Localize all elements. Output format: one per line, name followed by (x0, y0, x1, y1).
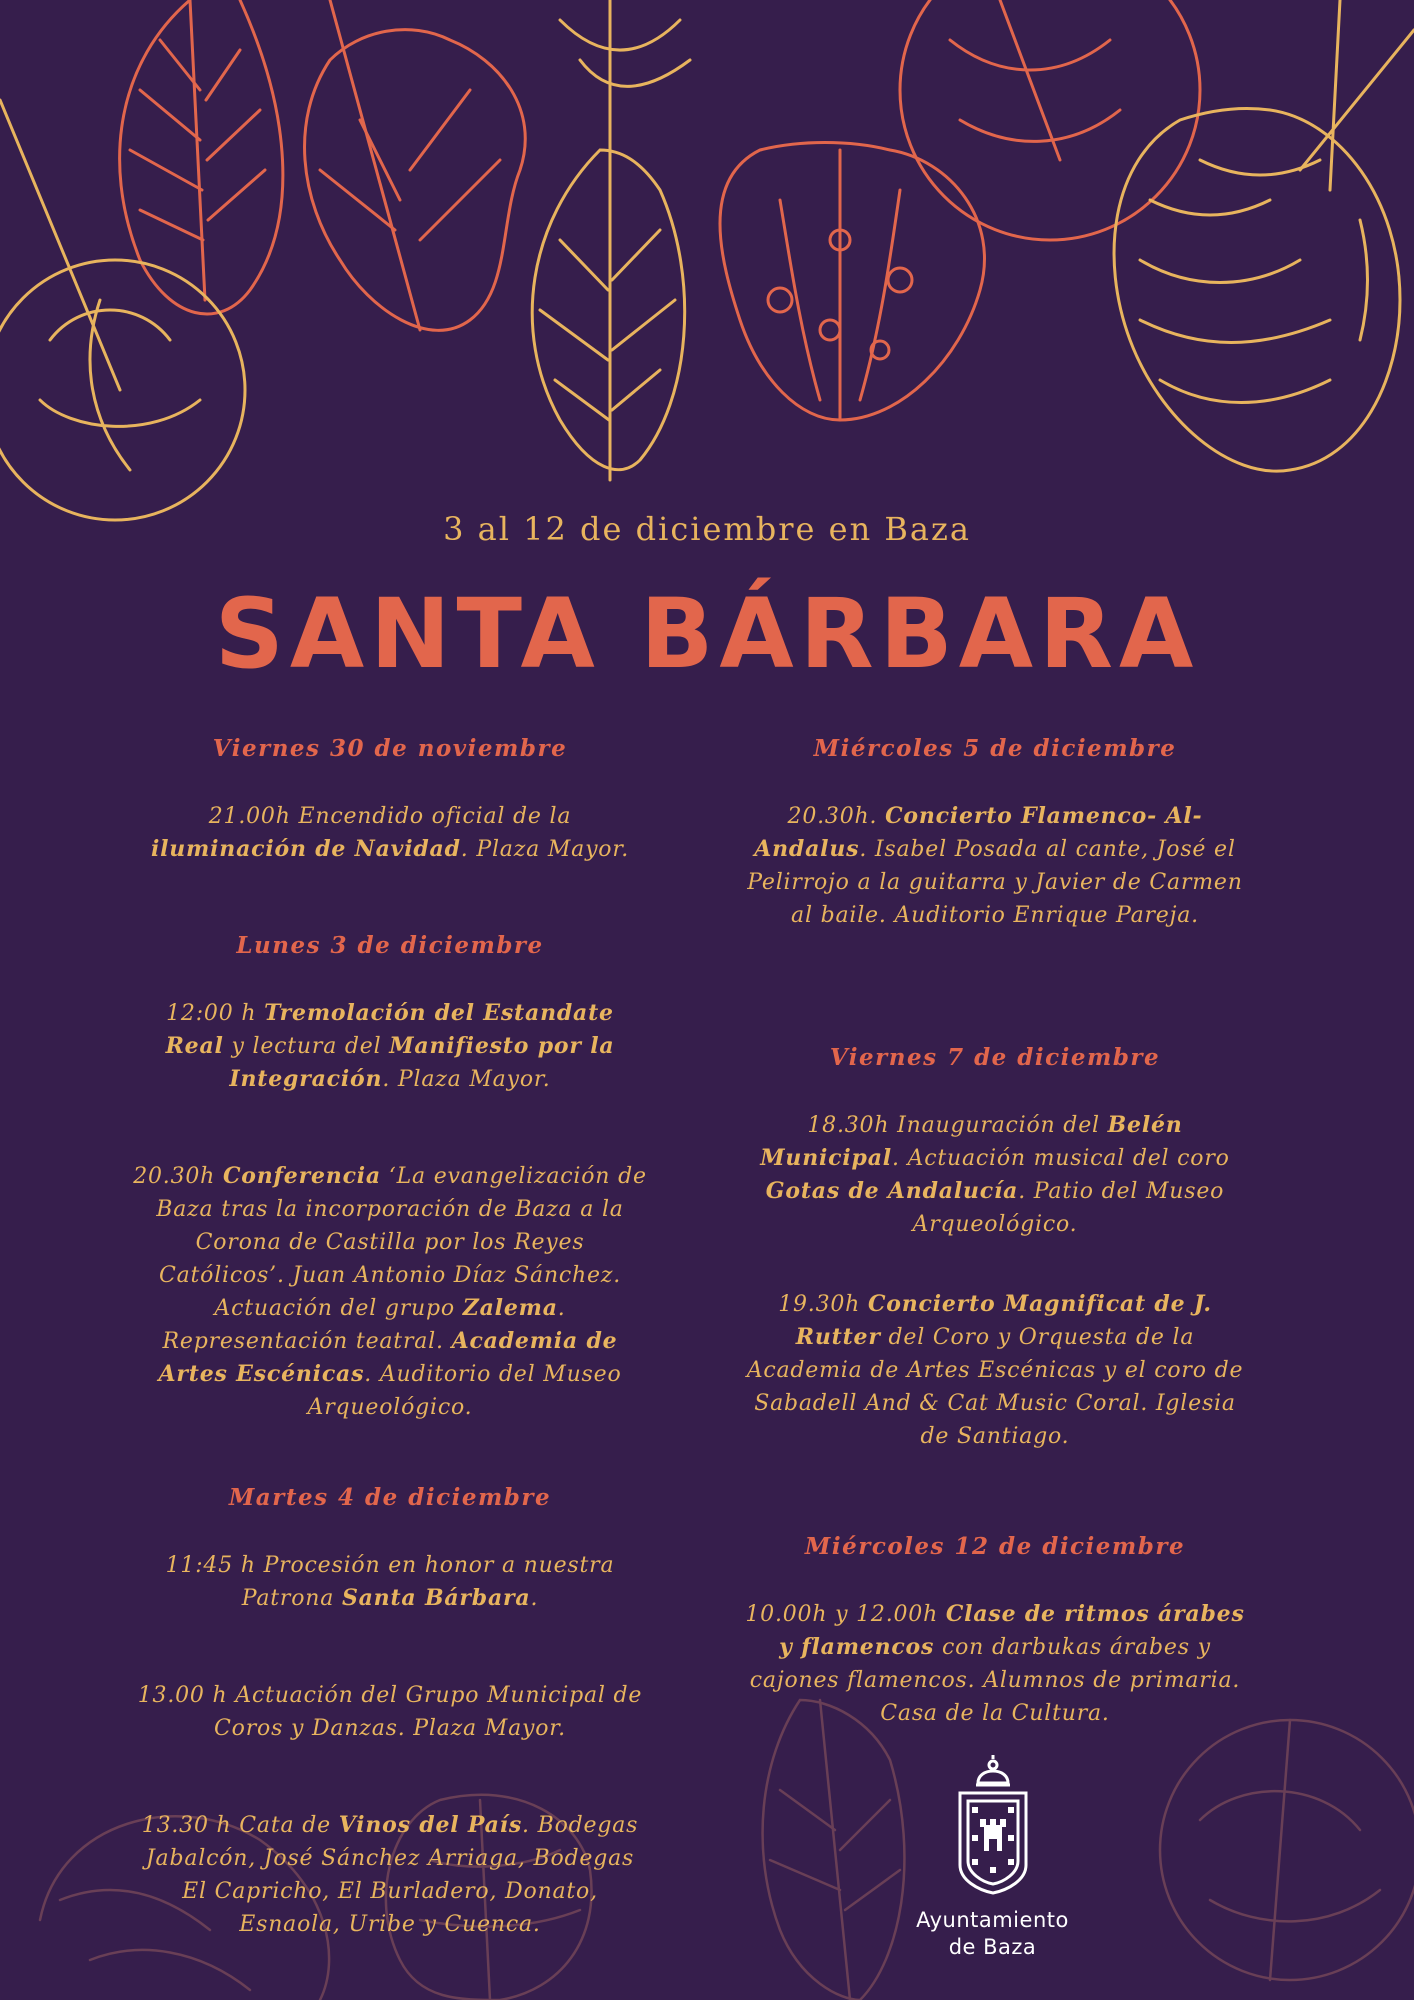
event-text-highlight: Vinos del País (338, 1812, 523, 1838)
event-text-highlight: Belén (1107, 1112, 1183, 1138)
day-date-heading: Lunes 3 de diciembre (236, 932, 544, 959)
event-text-highlight: Integración (229, 1066, 383, 1092)
event-text: 21.00h Encendido oficial de la (208, 804, 572, 829)
event-text-highlight: Municipal (760, 1145, 892, 1171)
event-text: Esnaola, Uribe y Cuenca. (239, 1912, 541, 1937)
event-text: 19.30h (778, 1292, 868, 1317)
event-text: con darbukas árabes y (934, 1635, 1211, 1660)
leaf-illustration-top-left (120, 0, 283, 314)
pinecone-illustration (1114, 0, 1414, 471)
event-text-highlight: Concierto Magnificat de J. (867, 1291, 1212, 1317)
event-text: Casa de la Cultura. (880, 1701, 1110, 1726)
event-text: Sabadell And & Cat Music Coral. Iglesia (754, 1391, 1236, 1416)
event-text: Patrona (241, 1586, 342, 1611)
day-date-heading: Viernes 30 de noviembre (212, 735, 568, 762)
logo-text-line2: de Baza (948, 1935, 1037, 1959)
event-description (95, 1679, 685, 1745)
event-text-highlight: Clase de ritmos árabes (945, 1601, 1245, 1627)
event-text: Representación teatral. (162, 1329, 452, 1354)
event-description (95, 1160, 685, 1424)
event-text: 11:45 h Procesión en honor a nuestra (165, 1553, 615, 1578)
event-text-highlight: Artes Escénicas (158, 1361, 365, 1387)
day-date-heading: Miércoles 5 de diciembre (813, 735, 1177, 762)
schedule-day (95, 735, 685, 866)
schedule-day (95, 932, 685, 1424)
page-title: SANTA BÁRBARA (214, 578, 1200, 690)
leaf-illustration-oak (305, 0, 526, 330)
event-text-highlight: Manifiesto por la (389, 1033, 615, 1059)
event-description (700, 1288, 1290, 1453)
event-text: Corona de Castilla por los Reyes (195, 1230, 585, 1255)
event-text: . Patio del Museo (1018, 1179, 1225, 1204)
event-text: Academia de Artes Escénicas y el coro de (746, 1358, 1244, 1383)
day-date-heading: Viernes 7 de diciembre (829, 1044, 1161, 1071)
event-text-highlight: Gotas de Andalucía (765, 1178, 1019, 1204)
event-text: Católicos’. Juan Antonio Díaz Sánchez. (158, 1263, 622, 1288)
event-text: . Bodegas (522, 1813, 639, 1838)
event-text-highlight: Conferencia (222, 1163, 381, 1189)
event-description (700, 800, 1290, 932)
event-text-highlight: Andalus (754, 836, 860, 862)
coat-of-arms-icon (948, 1755, 1038, 1895)
event-text: Coros y Danzas. Plaza Mayor. (214, 1716, 566, 1741)
logo-text-line1: Ayuntamiento (916, 1908, 1069, 1932)
event-description (95, 997, 685, 1096)
schedule-day (95, 1484, 685, 1941)
event-text: Actuación del grupo (214, 1296, 463, 1321)
event-text-highlight: y flamencos (779, 1634, 935, 1660)
event-description (95, 1809, 685, 1941)
event-text: . Plaza Mayor. (382, 1067, 551, 1092)
event-text-highlight: iluminación de Navidad (150, 836, 461, 862)
event-text: Arqueológico. (307, 1395, 473, 1420)
event-text: Jabalcón, José Sánchez Arriaga, Bodegas (145, 1846, 635, 1871)
event-text-highlight: Zalema (462, 1295, 558, 1321)
event-description (95, 800, 685, 866)
event-text: Baza tras la incorporación de Baza a la (156, 1197, 624, 1222)
event-text: 12:00 h (166, 1001, 265, 1026)
event-description (95, 1549, 685, 1615)
event-text: y lectura del (223, 1034, 390, 1059)
fruit-illustration-left (0, 100, 245, 520)
event-text: al baile. Auditorio Enrique Pareja. (791, 903, 1199, 928)
event-text: 18.30h Inauguración del (807, 1113, 1108, 1138)
schedule-column-right (700, 735, 1290, 1730)
city-council-logo (905, 1755, 1080, 1960)
event-text: de Santiago. (920, 1424, 1070, 1449)
event-text: ‘La evangelización de (380, 1164, 647, 1189)
event-text: . (530, 1586, 539, 1611)
event-text: 13.30 h Cata de (141, 1813, 339, 1838)
event-dates-subtitle: 3 al 12 de diciembre en Baza (443, 510, 971, 548)
event-text: . Isabel Posada al cante, José el (859, 837, 1236, 862)
event-text: . (557, 1296, 566, 1321)
schedule-day (700, 735, 1290, 932)
event-text: . Plaza Mayor. (460, 837, 630, 862)
day-date-heading: Martes 4 de diciembre (228, 1484, 552, 1511)
event-text: Pelirrojo a la guitarra y Javier de Carmen (747, 870, 1243, 895)
event-text-highlight: Real (165, 1033, 224, 1059)
event-text: 20.30h. (787, 804, 886, 829)
day-date-heading: Miércoles 12 de diciembre (804, 1533, 1186, 1560)
schedule-day (700, 1533, 1290, 1730)
leaf-illustration-center (532, 0, 690, 480)
event-text: del Coro y Orquesta de la (880, 1325, 1195, 1350)
schedule-day (700, 1044, 1290, 1453)
event-text: . Actuación musical del coro (891, 1146, 1230, 1171)
event-text-highlight: Rutter (795, 1324, 881, 1350)
event-text-highlight: Santa Bárbara (341, 1585, 531, 1611)
event-text-highlight: Academia de (451, 1328, 618, 1354)
event-text: . Auditorio del Museo (364, 1362, 622, 1387)
event-text: cajones flamencos. Alumnos de primaria. (749, 1668, 1241, 1693)
pomegranate-illustration (720, 143, 984, 421)
schedule-column-left (95, 735, 685, 1941)
event-text: El Capricho, El Burladero, Donato, (182, 1879, 598, 1904)
event-text: 20.30h (133, 1164, 223, 1189)
event-text-highlight: Concierto Flamenco- Al- (885, 803, 1203, 829)
event-description (700, 1598, 1290, 1730)
event-text: 10.00h y 12.00h (745, 1602, 946, 1627)
event-text-highlight: Tremolación del Estandate (264, 1000, 614, 1026)
event-description (700, 1109, 1290, 1241)
event-text: 13.00 h Actuación del Grupo Municipal de (137, 1683, 643, 1708)
event-text: Arqueológico. (912, 1212, 1078, 1237)
